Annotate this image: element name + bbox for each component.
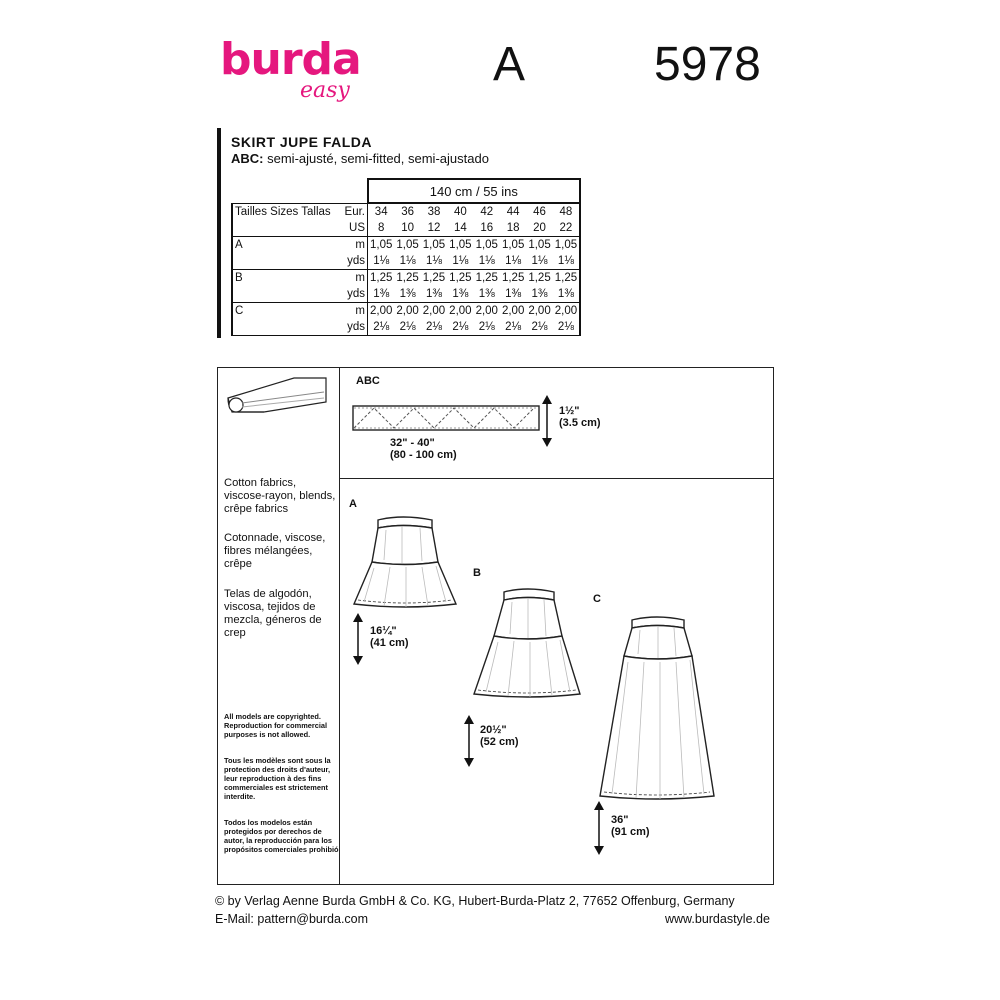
view-c-length-arrow xyxy=(592,800,606,856)
yardage-m: 1,25 xyxy=(553,270,580,287)
yardage-yds: 2⅛ xyxy=(421,319,447,336)
row-view-label: B xyxy=(232,270,341,287)
fabric-bolt-icon xyxy=(224,374,332,416)
unit-yds: yds xyxy=(341,253,368,270)
fabric-width: 140 cm / 55 ins xyxy=(368,179,581,203)
yardage-yds: 1⅛ xyxy=(368,253,395,270)
yardage-m: 1,05 xyxy=(422,239,446,251)
waistband-width-arrow xyxy=(540,394,554,448)
view-b-label: B xyxy=(473,567,481,579)
yardage-m: 1,25 xyxy=(370,272,393,284)
copyright-es: Todos los modelos están protegidos por derechos de autor, la reproducción para los propósitos comerciales prohibió xyxy=(224,818,339,854)
yardage-m: 2,00 xyxy=(553,303,580,320)
waistband-width-in: 1½" xyxy=(559,405,580,417)
unit-yds: yds xyxy=(341,319,368,336)
yardage-m: 1,25 xyxy=(528,272,551,284)
skirt-view-c-drawing xyxy=(596,610,718,804)
view-a-length-arrow xyxy=(351,612,365,666)
eur-label: Eur. xyxy=(341,203,368,220)
yardage-yds: 1⅜ xyxy=(368,286,395,303)
yardage-m: 2,00 xyxy=(396,305,419,317)
waistband-length xyxy=(390,437,457,461)
yardage-m: 1,25 xyxy=(396,272,419,284)
yardage-yds: 1⅛ xyxy=(447,253,473,270)
yardage-yds: 1⅜ xyxy=(394,286,420,303)
yardage-m: 1,25 xyxy=(449,272,472,284)
waistband-strip-drawing xyxy=(352,404,542,434)
eur-size: 48 xyxy=(553,203,580,220)
burda-easy-logo xyxy=(220,34,361,103)
row-view-label: A xyxy=(232,237,341,254)
yardage-yds: 1⅜ xyxy=(553,286,580,303)
view-b-length-cm: (52 cm) xyxy=(480,736,519,748)
yardage-yds: 1⅛ xyxy=(474,253,500,270)
yardage-yds: 2⅛ xyxy=(368,319,395,336)
us-size: 10 xyxy=(394,220,420,237)
yardage-m: 1,25 xyxy=(475,272,498,284)
yardage-m: 1,05 xyxy=(501,239,525,251)
fabric-suggestions-fr: Cotonnade, viscose, fibres mélangées, crêpe xyxy=(224,532,326,570)
yardage-yds: 1⅜ xyxy=(474,286,500,303)
waistband-width xyxy=(559,405,601,429)
frame-divider-vertical xyxy=(339,367,340,885)
waistband-length-cm: (80 - 100 cm) xyxy=(390,449,457,461)
yardage-m: 2,00 xyxy=(528,305,551,317)
eur-size: 38 xyxy=(427,206,441,218)
yardage-yds: 1⅛ xyxy=(553,253,580,270)
yardage-m: 1,25 xyxy=(422,272,446,284)
us-size: 20 xyxy=(526,220,552,237)
brand-sub: easy xyxy=(300,78,350,103)
yardage-yds: 1⅛ xyxy=(500,253,526,270)
frame-divider-horizontal xyxy=(339,478,774,479)
skirt-view-a-drawing xyxy=(350,510,460,612)
view-a-length-in: 16¼" xyxy=(370,625,397,637)
yardage-yds: 2⅛ xyxy=(394,319,420,336)
yardage-m: 2,00 xyxy=(449,305,472,317)
waistband-width-cm: (3.5 cm) xyxy=(559,417,601,429)
eur-size: 42 xyxy=(480,206,494,218)
yardage-yds: 1⅛ xyxy=(421,253,447,270)
fit-text: semi-ajusté, semi-fitted, semi-ajustado xyxy=(267,151,489,166)
pattern-number: 5978 xyxy=(654,38,761,91)
view-b-length-in: 20½" xyxy=(480,724,507,736)
skirt-view-b-drawing xyxy=(470,582,584,702)
yardage-yds: 1⅛ xyxy=(394,253,420,270)
section-bar xyxy=(217,128,221,338)
yardage-m: 2,00 xyxy=(370,305,393,317)
us-size: 22 xyxy=(553,220,580,237)
yardage-m: 1,05 xyxy=(370,239,393,251)
us-size: 14 xyxy=(447,220,473,237)
view-c-length-in: 36" xyxy=(611,814,629,826)
view-letter: A xyxy=(493,38,526,91)
yardage-yds: 1⅜ xyxy=(421,286,447,303)
fit-description xyxy=(231,151,489,166)
yardage-yds: 1⅜ xyxy=(500,286,526,303)
yardage-m: 1,05 xyxy=(553,237,580,254)
yardage-yds: 2⅛ xyxy=(474,319,500,336)
view-b-length-arrow xyxy=(462,714,476,768)
contact-email: E-Mail: pattern@burda.com xyxy=(215,912,369,926)
view-a-length-cm: (41 cm) xyxy=(370,637,409,649)
us-size: 16 xyxy=(474,220,500,237)
eur-size: 40 xyxy=(453,206,467,218)
view-c-label: C xyxy=(593,593,601,605)
eur-size: 36 xyxy=(401,206,414,218)
eur-size: 46 xyxy=(533,206,546,218)
yardage-m: 2,00 xyxy=(422,305,446,317)
us-label: US xyxy=(341,220,368,237)
yardage-yds: 2⅛ xyxy=(447,319,473,336)
yardage-m: 1,05 xyxy=(475,239,498,251)
unit-m: m xyxy=(341,270,368,287)
unit-m: m xyxy=(341,237,368,254)
row-view-label: C xyxy=(232,303,341,320)
us-size: 8 xyxy=(368,220,395,237)
yardage-yds: 1⅛ xyxy=(526,253,552,270)
unit-yds: yds xyxy=(341,286,368,303)
yardage-yds: 2⅛ xyxy=(553,319,580,336)
eur-size: 34 xyxy=(374,206,388,218)
view-c-length-cm: (91 cm) xyxy=(611,826,650,838)
view-a-length xyxy=(370,625,409,649)
view-c-length xyxy=(611,814,650,838)
yardage-yds: 1⅜ xyxy=(447,286,473,303)
yardage-m: 1,05 xyxy=(449,239,472,251)
waistband-view-label: ABC xyxy=(356,375,380,387)
us-size: 12 xyxy=(421,220,447,237)
yardage-table xyxy=(231,178,581,336)
fabric-suggestions-en: Cotton fabrics, viscose-rayon, blends, crêpe fabrics xyxy=(224,477,336,515)
view-b-length xyxy=(480,724,519,748)
eur-size: 44 xyxy=(506,206,520,218)
size-label: Tailles Sizes Tallas xyxy=(232,203,341,220)
publisher-info: © by Verlag Aenne Burda GmbH & Co. KG, Hubert-Burda-Platz 2, 77652 Offenburg, Germany xyxy=(215,894,735,908)
brand-name: burda xyxy=(220,34,361,85)
yardage-m: 1,05 xyxy=(396,239,419,251)
garment-title: SKIRT JUPE FALDA xyxy=(231,134,373,150)
view-a-label: A xyxy=(349,498,357,510)
fit-views: ABC: xyxy=(231,151,264,166)
yardage-yds: 1⅜ xyxy=(526,286,552,303)
website-link[interactable]: www.burdastyle.de xyxy=(665,912,770,926)
yardage-m: 2,00 xyxy=(475,305,498,317)
copyright-fr: Tous les modèles sont sous la protection des droits d'auteur, leur reproduction à des fins commerciales est strictement interdite. xyxy=(224,756,331,801)
yardage-m: 1,25 xyxy=(501,272,525,284)
fabric-suggestions-es: Telas de algodón, viscosa, tejidos de mezcla, géneros de crep xyxy=(224,588,322,639)
us-size: 18 xyxy=(500,220,526,237)
yardage-yds: 2⅛ xyxy=(526,319,552,336)
yardage-m: 2,00 xyxy=(501,305,525,317)
yardage-m: 1,05 xyxy=(528,239,551,251)
unit-m: m xyxy=(341,303,368,320)
yardage-yds: 2⅛ xyxy=(500,319,526,336)
waistband-length-in: 32" - 40" xyxy=(390,437,435,449)
copyright-en: All models are copyrighted. Reproduction for commercial purposes is not allowed. xyxy=(224,712,328,739)
